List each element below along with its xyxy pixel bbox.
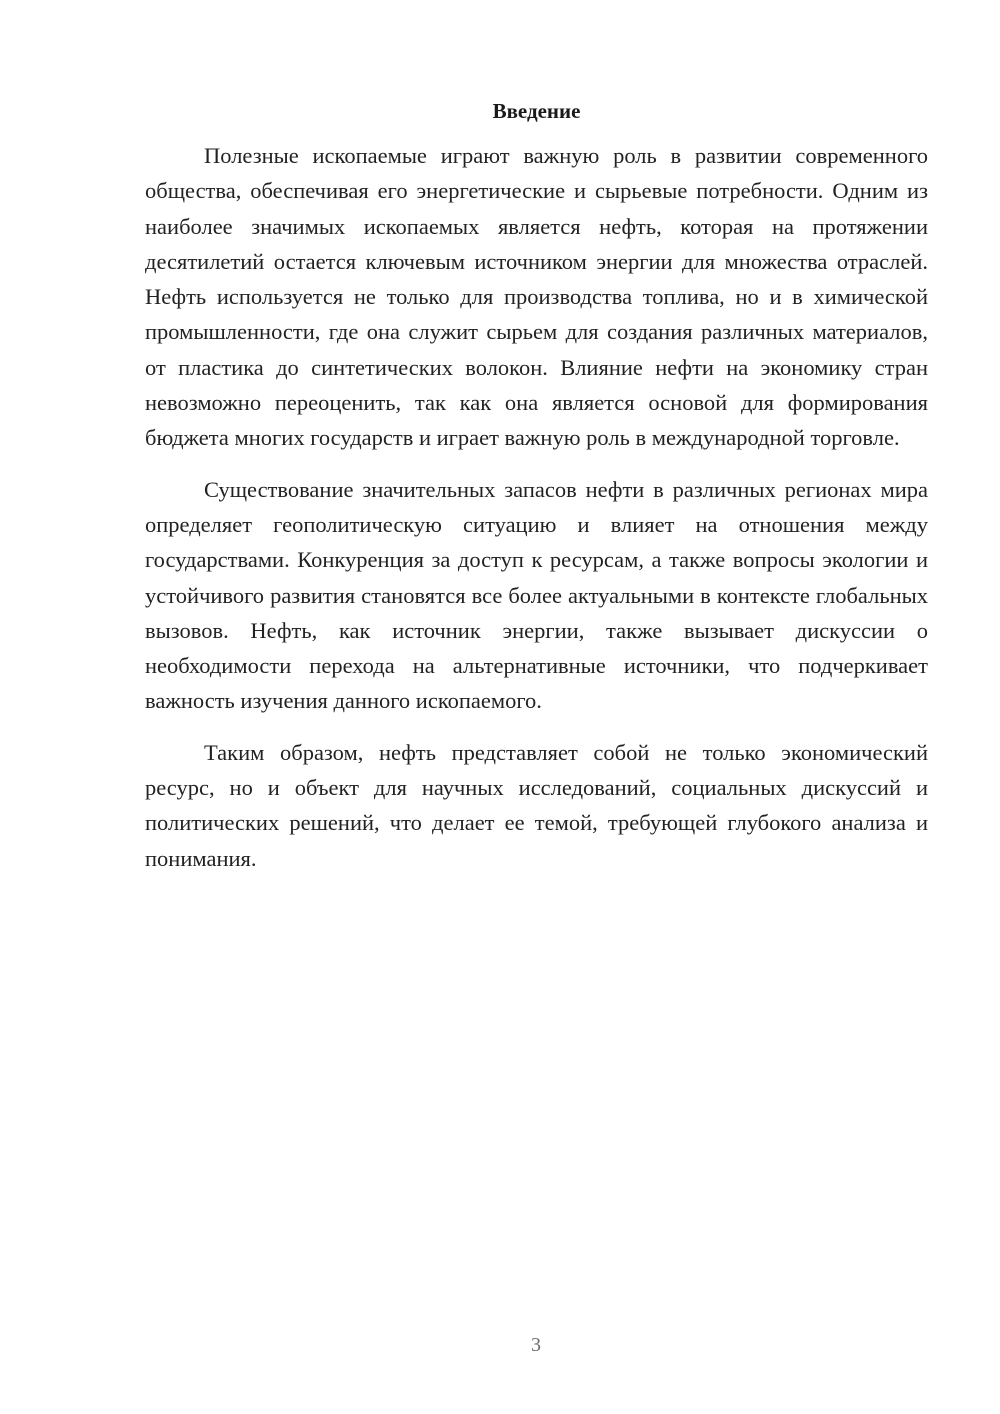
section-title: Введение <box>492 99 581 123</box>
paragraph-3: Таким образом, нефть представляет собой не только экономический ресурс, но и объект для научных исследований, социальных дискуссий и политических решений, что делает ее темой, требующей глубокого анализа и понимания. <box>145 739 928 871</box>
paragraph-2: Существование значительных запасов нефти в различных регионах мира определяет геополитическую ситуацию и влияет на отношения между государствами. Конкуренция за доступ к ресурсам, а также вопросы экологии и устойчивого развития становятся все более актуальными в контексте глобальных вызовов. Нефть, как источник энергии, также вызывает дискуссии о необходимости перехода на альтернативные источники, что подчеркивает важность изучения данного ископаемого. <box>145 476 928 714</box>
page-content <box>145 94 928 892</box>
page-number: 3 <box>531 1334 541 1356</box>
paragraph-1: Полезные ископаемые играют важную роль в развитии современного общества, обеспечивая его энергетические и сырьевые потребности. Одним из наиболее значимых ископаемых является нефть, которая на протяжении десятилетий остается ключевым источником энергии для множества отраслей. Нефть используется не только для производства топлива, но и в химической промышленности, где она служит сырьем для создания различных материалов, от пластика до синтетических волокон. Влияние нефти на экономику стран невозможно переоценить, так как она является основой для формирования бюджета многих государств и играет важную роль в международной торговле. <box>145 143 928 451</box>
